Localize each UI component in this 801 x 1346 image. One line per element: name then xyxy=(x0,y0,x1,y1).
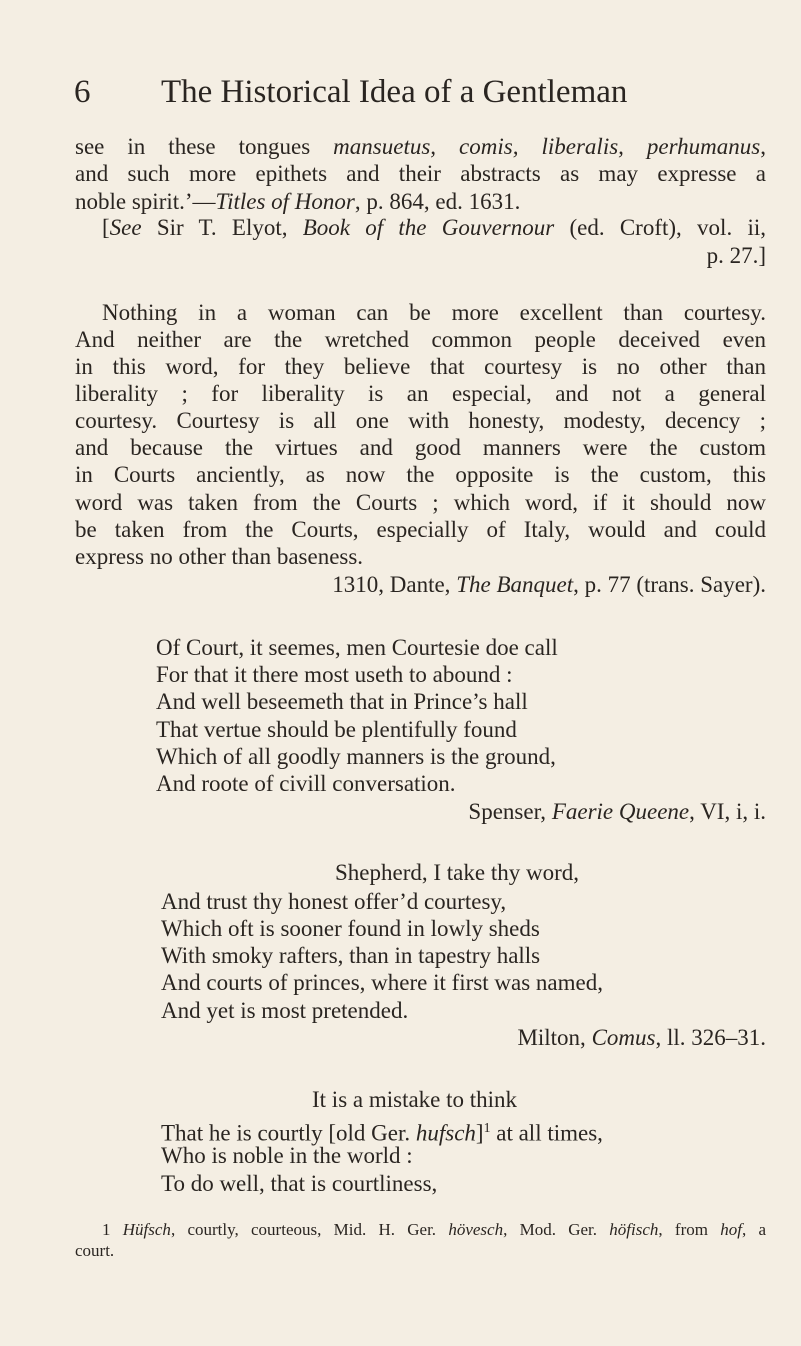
text-line xyxy=(161,888,506,916)
text-run: And roote of civill conversation. xyxy=(156,771,456,796)
italic-text: See xyxy=(109,215,142,240)
text-run: For that it there most useth to abound : xyxy=(156,662,513,687)
text-run: see in these tongues xyxy=(75,134,334,159)
text-line xyxy=(161,1114,603,1146)
text-line xyxy=(75,407,766,435)
italic-text: hövesch xyxy=(448,1220,504,1239)
text-run: p. 27.] xyxy=(706,243,766,268)
text-line xyxy=(75,160,766,188)
running-title: The Historical Idea of a Gentleman xyxy=(161,74,628,110)
text-line xyxy=(75,133,766,161)
footnote-line xyxy=(102,1216,766,1244)
text-line xyxy=(161,997,408,1025)
text-run: , p. 77 (trans. Sayer). xyxy=(573,572,766,597)
text-line xyxy=(156,688,528,716)
italic-text: hufsch xyxy=(415,1120,476,1146)
text-run: Which of all goodly manners is the ground, xyxy=(156,744,556,769)
text-line xyxy=(156,716,517,744)
text-line xyxy=(161,942,540,970)
text-run: courtesy. Courtesy is all one with honesty, modesty, decency ; xyxy=(75,408,766,433)
text-line xyxy=(102,299,766,327)
text-run: To do well, that is courtliness, xyxy=(161,1171,438,1196)
text-run: Nothing in a woman can be more excellent than courtesy. xyxy=(102,300,766,325)
text-run: , courtly, courteous, Mid. H. Ger. xyxy=(170,1220,449,1239)
text-run: , a xyxy=(741,1220,766,1239)
text-line xyxy=(75,461,766,489)
text-line xyxy=(75,571,766,599)
text-run: court. xyxy=(75,1241,115,1260)
text-line xyxy=(102,214,766,242)
text-run: It is a mistake to think xyxy=(312,1087,518,1112)
text-run: (ed. Croft), vol. ii, xyxy=(554,215,766,240)
text-line xyxy=(75,380,766,408)
italic-text: hof xyxy=(720,1220,742,1239)
footnote-marker[interactable]: 1 xyxy=(483,1120,491,1135)
italic-text: mansuetus, comis, liberalis, perhumanus xyxy=(333,134,761,159)
text-run: 1 xyxy=(102,1220,123,1239)
text-run: and because the virtues and good manners were the custom xyxy=(75,435,766,460)
text-run: liberality ; for liberality is an especial, and not a general xyxy=(75,381,766,406)
text-line xyxy=(161,915,540,943)
text-line xyxy=(312,1086,517,1114)
text-run: be taken from the Courts, especially of Italy, would and could xyxy=(75,517,766,542)
italic-text: Book of the Gouvernour xyxy=(302,215,555,240)
text-run: word was taken from the Courts ; which word, if it should now xyxy=(75,490,766,515)
footnote-line xyxy=(75,1237,114,1265)
italic-text: Comus xyxy=(591,1025,656,1050)
text-line xyxy=(156,743,556,771)
text-line xyxy=(75,434,766,462)
text-run: [ xyxy=(102,215,110,240)
text-line xyxy=(161,1170,437,1198)
text-run: , xyxy=(760,134,766,159)
text-run: and such more epithets and their abstracts as may expresse a xyxy=(75,161,766,186)
text-line xyxy=(75,188,520,216)
text-run: With smoky rafters, than in tapestry halls xyxy=(161,943,541,968)
italic-text: Titles of Honor xyxy=(215,189,355,214)
text-run: And yet is most pretended. xyxy=(161,998,409,1023)
italic-text: Faerie Queene xyxy=(551,799,690,824)
text-run: Of Court, it seemes, men Courtesie doe call xyxy=(156,635,558,660)
italic-text: höfisch xyxy=(609,1220,659,1239)
italic-text: The Banquet xyxy=(456,572,574,597)
text-run: , ll. 326–31. xyxy=(655,1025,766,1050)
page-number: 6 xyxy=(74,74,91,110)
text-run: Spenser, xyxy=(468,799,552,824)
text-line xyxy=(75,242,766,270)
text-line xyxy=(156,661,512,689)
text-run: , VI, i, i. xyxy=(689,799,766,824)
text-line xyxy=(75,489,766,517)
text-run: express no other than baseness. xyxy=(75,544,364,569)
text-run: in this word, for they believe that courtesy is no other than xyxy=(75,354,766,379)
text-run: And courts of princes, where it first was named, xyxy=(161,970,603,995)
text-run: 1310, Dante, xyxy=(332,572,457,597)
text-run: And trust thy honest offer’d courtesy, xyxy=(161,889,507,914)
text-run: , from xyxy=(658,1220,721,1239)
text-line xyxy=(75,326,766,354)
text-line xyxy=(156,770,456,798)
text-line xyxy=(75,543,363,571)
text-run: in Courts anciently, as now the opposite is the custom, this xyxy=(75,462,766,487)
text-run: at all times, xyxy=(490,1120,603,1146)
text-run: noble spirit.’— xyxy=(75,189,216,214)
text-run: Milton, xyxy=(517,1025,592,1050)
text-run: And neither are the wretched common people deceived even xyxy=(75,327,766,352)
text-run: Sir T. Elyot, xyxy=(141,215,303,240)
text-run: ] xyxy=(475,1120,484,1146)
text-line xyxy=(75,1024,766,1052)
text-line xyxy=(335,859,579,887)
italic-text: Hüfsch xyxy=(122,1220,171,1239)
text-run: , Mod. Ger. xyxy=(503,1220,610,1239)
text-run: Shepherd, I take thy word, xyxy=(335,860,579,885)
text-run: And well beseemeth that in Prince’s hall xyxy=(156,689,528,714)
text-run: , p. 864, ed. 1631. xyxy=(354,189,521,214)
text-line xyxy=(156,634,558,662)
text-line xyxy=(161,969,603,997)
text-run: Who is noble in the world : xyxy=(161,1143,413,1168)
text-line xyxy=(161,1142,413,1170)
text-run: Which oft is sooner found in lowly sheds xyxy=(161,916,540,941)
text-line xyxy=(75,516,766,544)
text-line xyxy=(75,353,766,381)
text-run: That vertue should be plentifully found xyxy=(156,717,517,742)
text-line xyxy=(75,798,766,826)
text-run: That he is courtly [old Ger. xyxy=(161,1120,416,1146)
